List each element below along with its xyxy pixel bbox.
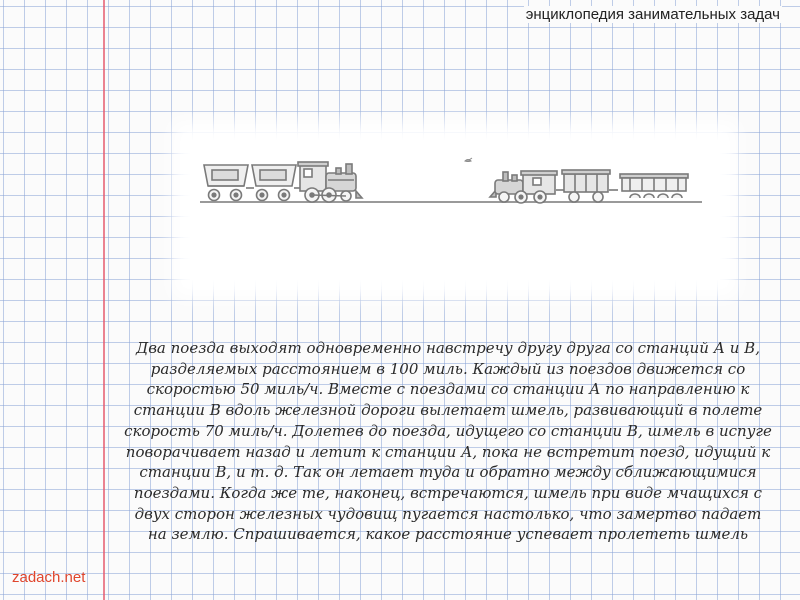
problem-line: двух сторон железных чудовищ пугается настолько, что замертво падает <box>134 504 762 523</box>
train-a-wagon-2 <box>252 165 296 201</box>
train-a-wagon-1 <box>204 165 248 201</box>
train-b-locomotive <box>490 171 557 203</box>
train-b-wagon-1 <box>562 170 610 202</box>
problem-line: станции В вдоль железной дороги вылетает шмель, развивающий в полете <box>133 401 763 420</box>
site-name[interactable]: zadach.net <box>12 569 86 586</box>
problem-line: станции В, и т. д. Так он летает туда и обратно между сближающимися <box>139 463 757 482</box>
train-a-locomotive <box>298 162 362 202</box>
problem-line: скоростью 50 миль/ч. Вместе с поездами со станции А по направлению к <box>146 380 750 399</box>
bumblebee-icon <box>465 158 472 162</box>
train-a <box>204 162 362 202</box>
train-b-wagon-2 <box>620 174 688 198</box>
problem-line: на землю. Спрашивается, какое расстояние успевает пролететь шмель <box>147 525 749 544</box>
problem-line: скорость 70 миль/ч. Долетев до поезда, идущего со станции В, шмель в испуге <box>124 421 772 440</box>
problem-text <box>118 338 778 545</box>
problem-line: разделяемых расстоянием в 100 миль. Каждый из поездов движется со <box>150 359 746 378</box>
trains-illustration <box>190 140 720 280</box>
problem-line: Два поезда выходят одновременно навстречу другу друга со станций А и В, <box>136 339 760 357</box>
train-b <box>490 170 688 203</box>
notebook-margin-line <box>103 0 105 600</box>
problem-line: поворачивает назад и летит к станции А, пока не встретит поезд, идущий к <box>125 442 771 461</box>
page-header: энциклопедия занимательных задач <box>525 6 780 23</box>
problem-line: поездами. Когда же те, наконец, встречаются, шмель при виде мчащихся с <box>133 483 763 502</box>
